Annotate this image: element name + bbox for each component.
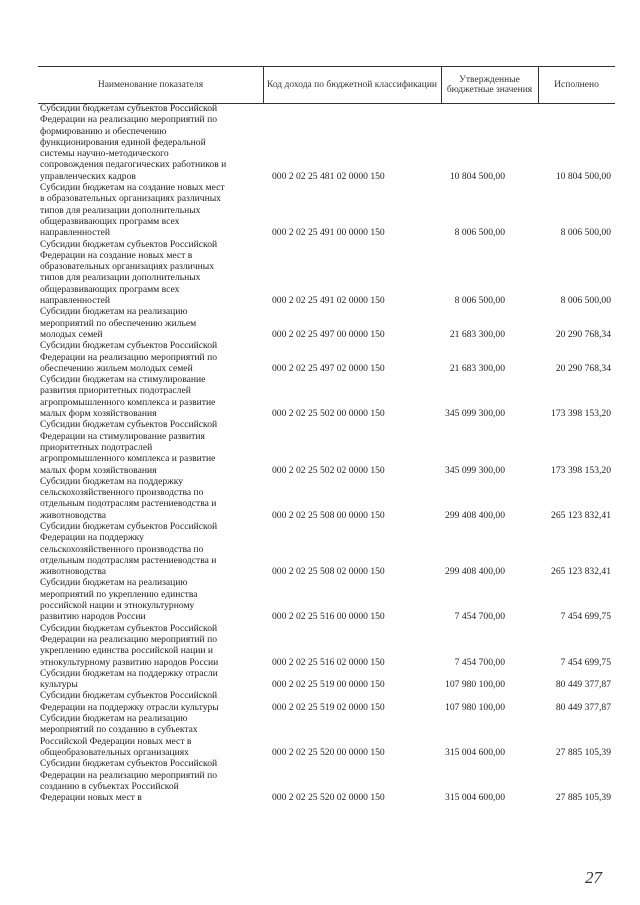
row-executed: 7 454 699,75	[560, 611, 611, 623]
table-row	[40, 239, 615, 307]
page-number: 27	[585, 868, 602, 887]
row-executed: 27 885 105,39	[555, 746, 611, 758]
row-code: 000 2 02 25 508 02 0000 150	[272, 566, 385, 578]
row-name: Субсидии бюджетам на реализацию мероприятий по созданию в субъектах Российской Федерации новых мест в общеобразовательных организациях	[40, 713, 198, 758]
row-approved: 299 408 400,00	[445, 509, 505, 521]
table-row	[40, 476, 615, 521]
row-code: 000 2 02 25 519 02 0000 150	[272, 701, 385, 713]
row-executed: 8 006 500,00	[560, 227, 611, 239]
row-approved: 7 454 700,00	[454, 611, 505, 623]
table-row	[40, 758, 615, 803]
row-code: 000 2 02 25 516 00 0000 150	[272, 611, 385, 623]
table-row	[40, 690, 615, 713]
header-executed: Исполнено	[554, 80, 599, 90]
table-row	[40, 340, 615, 374]
row-name: Субсидии бюджетам на создание новых мест в образовательных организациях различных типов для реализации дополнительных общеразвивающих программ всех направленностей	[40, 182, 225, 239]
table-header	[38, 66, 615, 104]
row-code: 000 2 02 25 520 02 0000 150	[272, 792, 385, 804]
row-executed: 27 885 105,39	[555, 792, 611, 804]
row-name: Субсидии бюджетам субъектов Российской Федерации на реализацию мероприятий по формированию и обеспечению функционирования единой федеральной системы научно-методического сопровождения педагогических работников и управленческих кадров	[40, 103, 227, 182]
table-row	[40, 713, 615, 758]
row-approved: 315 004 600,00	[445, 792, 505, 804]
row-name: Субсидии бюджетам субъектов Российской Федерации на стимулирование развития приоритетных подотраслей агропромышленного комплекса и развитие малых форм хозяйствования	[40, 419, 218, 476]
table-row	[40, 521, 615, 577]
header-code: Код дохода по бюджетной классификации	[266, 80, 438, 90]
row-approved: 7 454 700,00	[454, 656, 505, 668]
table-row	[40, 668, 615, 691]
row-code: 000 2 02 25 520 00 0000 150	[272, 746, 385, 758]
row-name: Субсидии бюджетам субъектов Российской Федерации на поддержку сельскохозяйственного производства по отдельным подотраслям растениеводства и животноводства	[40, 520, 218, 578]
row-code: 000 2 02 25 491 00 0000 150	[272, 227, 385, 239]
row-approved: 21 683 300,00	[449, 362, 505, 374]
row-code: 000 2 02 25 481 02 0000 150	[272, 170, 385, 182]
row-executed: 20 290 768,34	[555, 362, 611, 374]
row-name: Субсидии бюджетам на реализацию мероприятий по укреплению единства российской нации и этнокультурному развитию народов России	[40, 577, 198, 623]
row-name: Субсидии бюджетам на поддержку отрасли культуры	[40, 667, 218, 691]
row-approved: 299 408 400,00	[445, 566, 505, 578]
table-row	[40, 182, 615, 238]
row-approved: 345 099 300,00	[445, 408, 505, 420]
table-row	[40, 374, 615, 419]
row-executed: 265 123 832,41	[551, 509, 611, 521]
table-row	[40, 623, 615, 668]
row-approved: 8 006 500,00	[454, 295, 505, 307]
table-row	[40, 577, 615, 622]
header-name: Наименование показателя	[97, 80, 204, 90]
row-code: 000 2 02 25 508 00 0000 150	[272, 509, 385, 521]
header-approved: Утвержденные бюджетные значения	[446, 75, 533, 95]
row-executed: 20 290 768,34	[555, 328, 611, 340]
row-approved: 10 804 500,00	[449, 170, 505, 182]
row-executed: 10 804 500,00	[555, 170, 611, 182]
row-executed: 173 398 153,20	[551, 464, 611, 476]
table-body	[40, 103, 615, 803]
row-executed: 7 454 699,75	[560, 656, 611, 668]
row-approved: 107 980 100,00	[445, 701, 505, 713]
row-executed: 8 006 500,00	[560, 295, 611, 307]
row-code: 000 2 02 25 516 02 0000 150	[272, 656, 385, 668]
row-name: Субсидии бюджетам на реализацию мероприятий по обеспечению жильем молодых семей	[40, 306, 197, 340]
row-name: Субсидии бюджетам субъектов Российской Федерации на реализацию мероприятий по укреплению единства российской нации и этнокультурному развитию народов России	[40, 622, 219, 668]
row-code: 000 2 02 25 491 02 0000 150	[272, 295, 385, 307]
row-name: Субсидии бюджетам субъектов Российской Федерации на реализацию мероприятий по созданию в субъектах Российской Федерации новых мест в	[40, 758, 218, 804]
row-name: Субсидии бюджетам субъектов Российской Федерации на реализацию мероприятий по обеспечению жильем молодых семей	[40, 340, 218, 374]
table-row	[40, 419, 615, 475]
row-executed: 80 449 377,87	[555, 701, 611, 713]
row-approved: 315 004 600,00	[445, 746, 505, 758]
row-executed: 173 398 153,20	[551, 408, 611, 420]
table-row	[40, 103, 615, 182]
row-approved: 107 980 100,00	[445, 679, 505, 691]
row-name: Субсидии бюджетам на стимулирование развития приоритетных подотраслей агропромышленного комплекса и развитие малых форм хозяйствования	[40, 374, 216, 420]
table-row	[40, 306, 615, 340]
row-name: Субсидии бюджетам на поддержку сельскохозяйственного производства по отдельным подотраслям растениеводства и животноводства	[40, 475, 217, 521]
row-code: 000 2 02 25 497 02 0000 150	[272, 362, 385, 374]
row-code: 000 2 02 25 519 00 0000 150	[272, 679, 385, 691]
row-name: Субсидии бюджетам субъектов Российской Федерации на поддержку отрасли культуры	[40, 690, 219, 713]
row-approved: 345 099 300,00	[445, 464, 505, 476]
row-code: 000 2 02 25 502 00 0000 150	[272, 408, 385, 420]
row-approved: 8 006 500,00	[454, 227, 505, 239]
row-code: 000 2 02 25 497 00 0000 150	[272, 328, 385, 340]
row-code: 000 2 02 25 502 02 0000 150	[272, 464, 385, 476]
row-executed: 80 449 377,87	[555, 679, 611, 691]
row-executed: 265 123 832,41	[551, 566, 611, 578]
row-approved: 21 683 300,00	[449, 328, 505, 340]
row-name: Субсидии бюджетам субъектов Российской Федерации на создание новых мест в образовательных организациях различных типов для реализации дополнительных общеразвивающих программ всех направленностей	[40, 238, 218, 307]
